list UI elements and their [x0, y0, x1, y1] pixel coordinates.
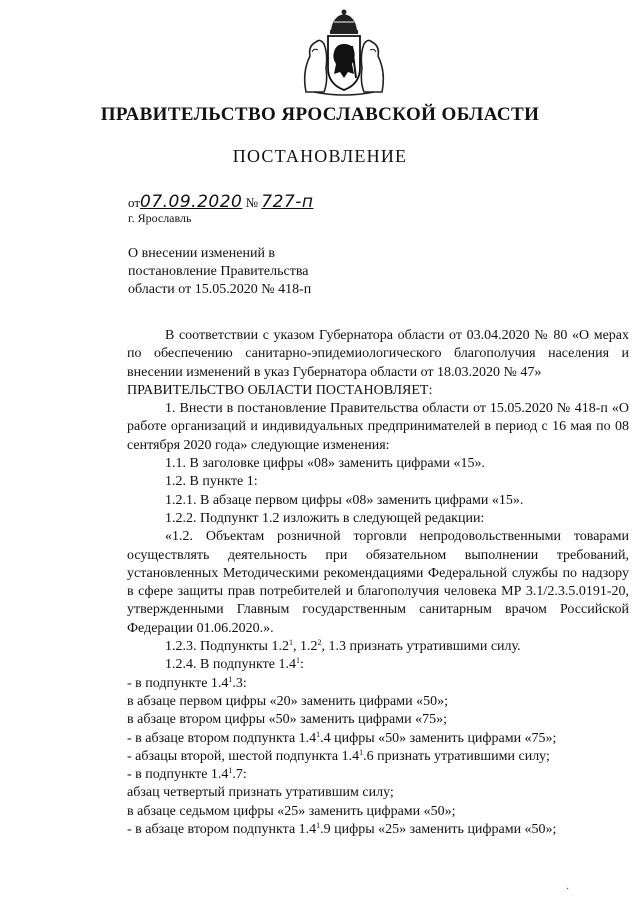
number-label: №	[245, 195, 259, 210]
list-item: - абзацы второй, шестой подпункта $1.4^1.6$ признать утратившими силу;	[127, 747, 550, 764]
item-1-2-1: 1.2.1. В абзаце первом цифры «08» заменить цифрами «15».	[165, 492, 524, 508]
list-item: - в подпункте $1.4^1.7$:	[127, 766, 247, 783]
subject-line: постановление Правительства	[128, 264, 309, 279]
list-item: в абзаце первом цифры «20» заменить цифрами «50»;	[127, 693, 448, 709]
document-subject	[128, 245, 311, 299]
document-type: ПОСТАНОВЛЕНИЕ	[232, 146, 408, 166]
list-item: абзац четвертый признать утратившим силу;	[127, 785, 394, 801]
list-item: в абзаце втором цифры «50» заменить цифрами «75»;	[127, 712, 447, 728]
item-1: 1. Внести в постановление Правительства области от 15.05.2020 № 418-п «О работе организаций и индивидуальных предпринимателей в период с 16 мая по 08 сентября 2020 года» следующие изменения:	[127, 401, 629, 453]
document-body	[127, 327, 629, 839]
date-number-line	[128, 192, 313, 212]
city: г. Ярославль	[128, 211, 192, 225]
list-item: в абзаце седьмом цифры «25» заменить цифрами «50»;	[127, 803, 456, 819]
list-item: - в абзаце втором подпункта $1.4^1.9$ цифры «25» заменить цифрами «50»;	[127, 821, 557, 838]
document-date: 07.09.2020	[140, 192, 243, 212]
coat-of-arms-icon	[298, 8, 390, 96]
item-1-2-4: 1.2.4. В подпункте $1.4^1$:	[165, 656, 304, 673]
organization-title: ПРАВИТЕЛЬСТВО ЯРОСЛАВСКОЙ ОБЛАСТИ	[100, 104, 540, 125]
list-item: - в абзаце втором подпункта $1.4^1.4$ цифры «50» заменить цифрами «75»;	[127, 729, 557, 746]
list-item: - в подпункте $1.4^1.3$:	[127, 674, 247, 691]
subject-line: О внесении изменений в	[128, 246, 276, 261]
preamble-paragraph: В соответствии с указом Губернатора области от 03.04.2020 № 80 «О мерах по обеспечению санитарно-эпидемиологического благополучия населения и внесении изменений в указ Губернатора области от 18.03.2020 № 47»	[127, 328, 629, 380]
scan-speck: ·	[566, 884, 570, 895]
item-1-2-3: 1.2.3. Подпункты $1.2^1$, $1.2^2$, 1.3 признать утратившими силу.	[165, 638, 521, 655]
subject-line: области от 15.05.2020 № 418-п	[128, 282, 312, 297]
document-number: 727-п	[261, 192, 314, 212]
item-1-2-2: 1.2.2. Подпункт 1.2 изложить в следующей редакции:	[165, 510, 485, 526]
from-label: от	[128, 195, 141, 210]
item-1-1: 1.1. В заголовке цифры «08» заменить цифрами «15».	[165, 456, 485, 472]
item-1-2: 1.2. В пункте 1:	[165, 474, 258, 490]
quoted-text: «1.2. Объектам розничной торговли непродовольственными товарами осуществлять деятельность при обязательном выполнении требований, установленных Методическими рекомендациями Федеральной службы по надзору в сфере защиты прав потребителей и благополучия человека МР 3.1/2.3.5.0191-20, утвержденными Главным государственным санитарным врачом Российской Федерации 01.06.2020.».	[127, 529, 629, 636]
resolves-heading: ПРАВИТЕЛЬСТВО ОБЛАСТИ ПОСТАНОВЛЯЕТ:	[127, 382, 433, 398]
